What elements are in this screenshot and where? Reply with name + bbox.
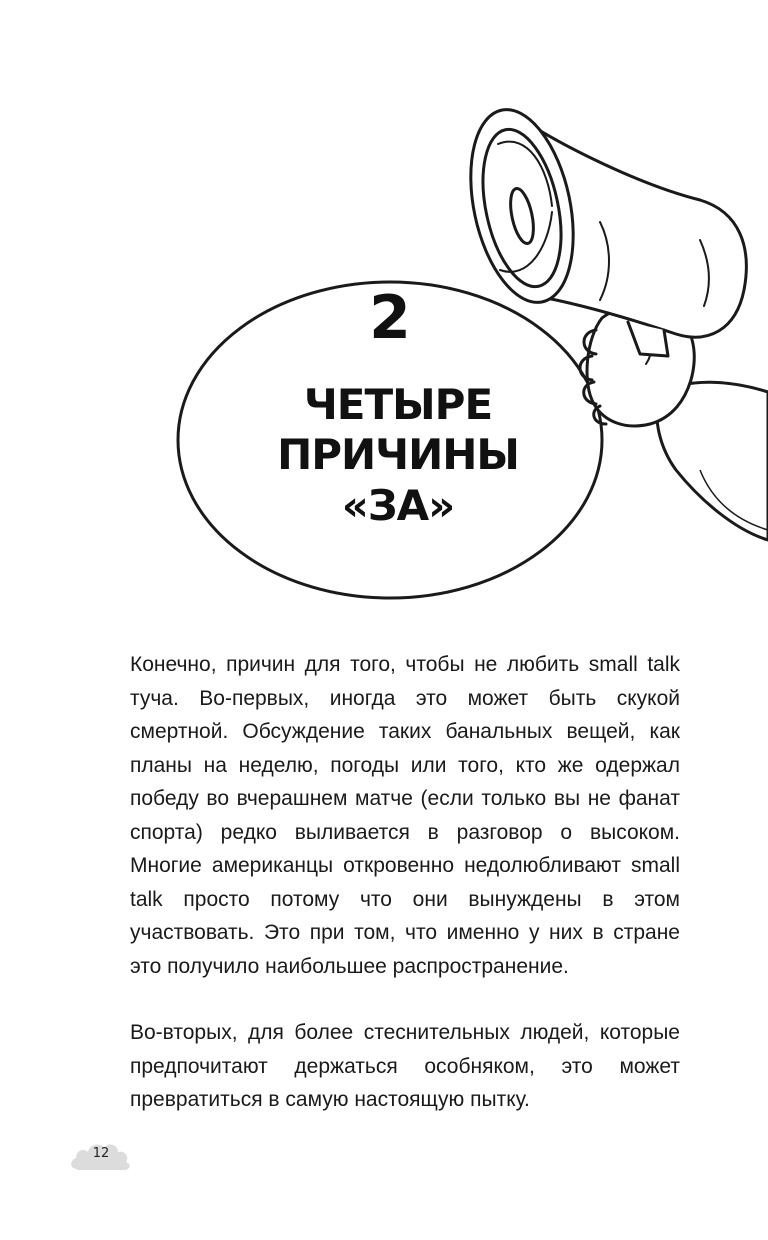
chapter-title-line-3: «ЗА» [341, 480, 455, 530]
body-text [130, 648, 680, 1150]
chapter-number: 2 [369, 283, 411, 353]
chapter-title-line-2: ПРИЧИНЫ [277, 430, 519, 480]
paragraph: Во-вторых, для более стеснительных людей, которые предпочитают держаться особняком, это может превратиться в самую настоящую пытку. [130, 1021, 680, 1111]
chapter-title-line-1: ЧЕТЫРЕ [303, 380, 493, 429]
page-number: 12 [92, 1146, 110, 1161]
chapter-title [270, 380, 526, 531]
paragraph: Конечно, причин для того, чтобы не любить small talk туча. Во-первых, иногда это может быть скукой смертной. Обсуждение таких банальных вещей, как планы на неделю, погоды или того, кто же одержал победу во вчерашнем матче (если только вы не фанат спорта) редко выливается в разговор о высоком. Многие американцы откровенно недолюбливают small talk просто потому что они вынуждены в этом участвовать. Это при том, что именно у них в стране это получило наибольшее распространение. [130, 653, 680, 978]
